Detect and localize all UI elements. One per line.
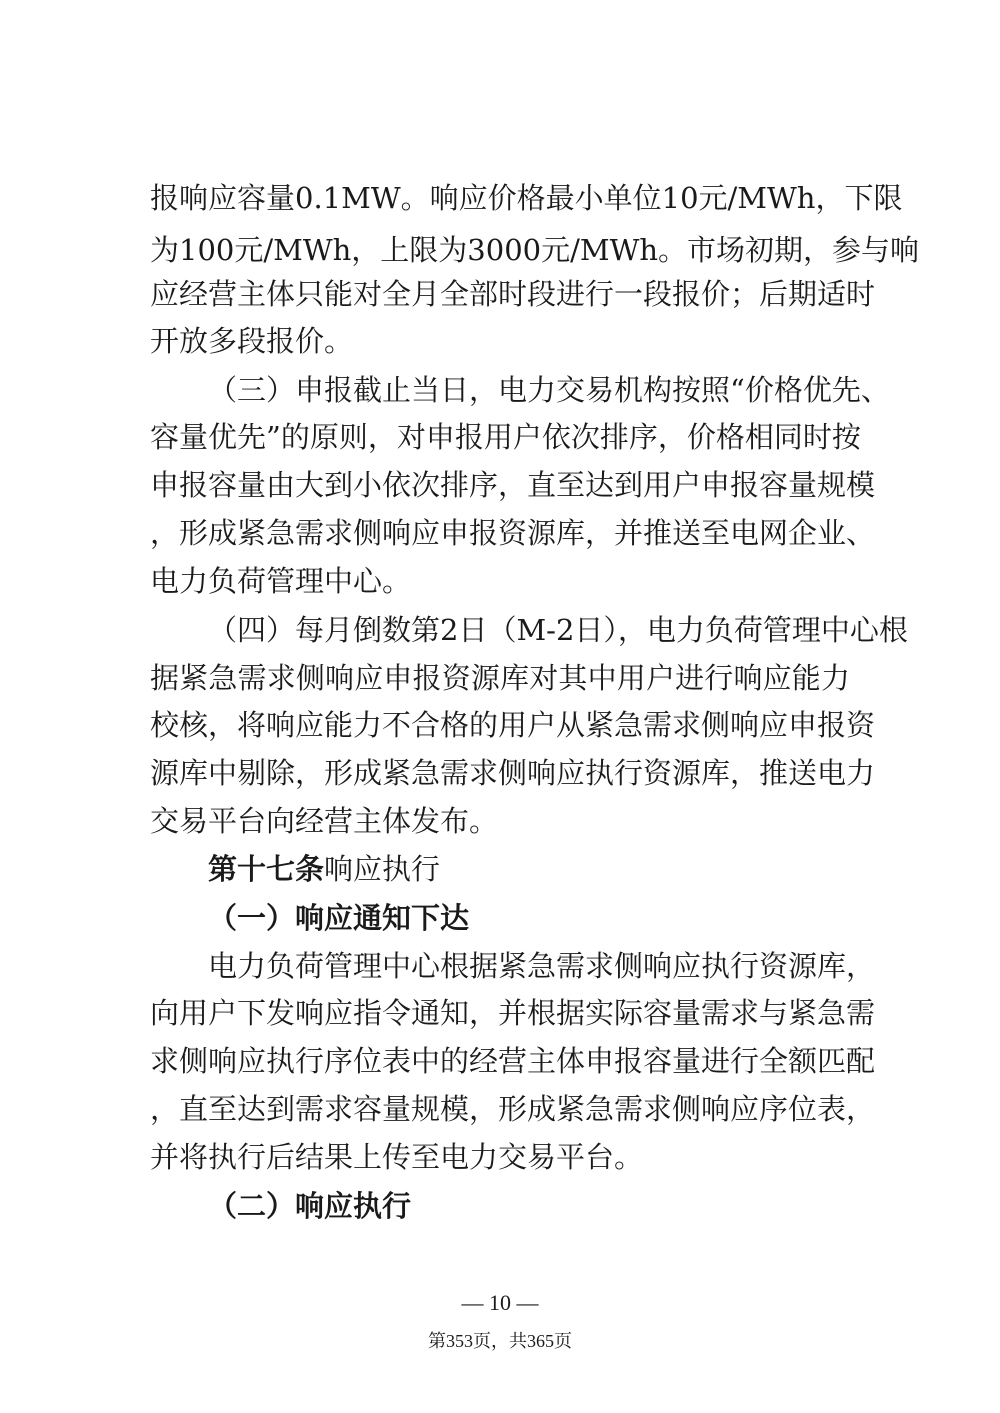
body-line-3: 应经营主体只能对全月全部时段进行一段报价；后期适时 [150,277,876,311]
section-one-line-3: 求侧响应执行序位表中的经营主体申报容量进行全额匹配 [150,1044,876,1078]
page-number: — 10 — [461,1290,539,1315]
body-line-13: 源库中剔除，形成紧急需求侧响应执行资源库，推送电力 [150,756,876,790]
section-two-heading: （二）响应执行 [208,1189,412,1223]
section-one-line-4: ，直至达到需求容量规模，形成紧急需求侧响应序位表， [150,1092,876,1126]
section-one-line-5: 并将执行后结果上传至电力交易平台。 [150,1140,644,1174]
page-count: 第353页，共365页 [428,1331,572,1351]
body-line-1: 报响应容量0.1MW。响应价格最小单位10元/MWh，下限 [150,181,903,215]
section-one-heading: （一）响应通知下达 [208,901,470,935]
body-line-12: 校核，将响应能力不合格的用户从紧急需求侧响应申报资 [150,708,876,742]
body-line-7: 申报容量由大到小依次排序，直至达到用户申报容量规模 [150,468,876,502]
article-17-heading [208,849,850,889]
body-line-11: 据紧急需求侧响应申报资源库对其中用户进行响应能力 [150,661,850,695]
body-line-2: 为100元/MWh，上限为3000元/MWh。市场初期，参与响 [150,233,920,267]
section-one-line-2: 向用户下发响应指令通知，并根据实际容量需求与紧急需 [150,996,876,1030]
body-line-5: （三）申报截止当日，电力交易机构按照“价格优先、 [208,373,890,407]
body-line-10: （四）每月倒数第2日（M-2日），电力负荷管理中心根 [208,613,908,647]
body-line-9: 电力负荷管理中心。 [150,564,412,598]
body-line-8: ，形成紧急需求侧响应申报资源库，并推送至电网企业、 [150,516,876,550]
body-line-4: 开放多段报价。 [150,324,354,358]
article-number: 第十七条 [208,852,325,886]
article-title: 响应执行 [324,852,441,886]
body-line-6: 容量优先”的原则，对申报用户依次排序，价格相同时按 [150,420,861,454]
section-one-line-1: 电力负荷管理中心根据紧急需求侧响应执行资源库， [208,949,876,983]
body-line-14: 交易平台向经营主体发布。 [150,804,499,838]
